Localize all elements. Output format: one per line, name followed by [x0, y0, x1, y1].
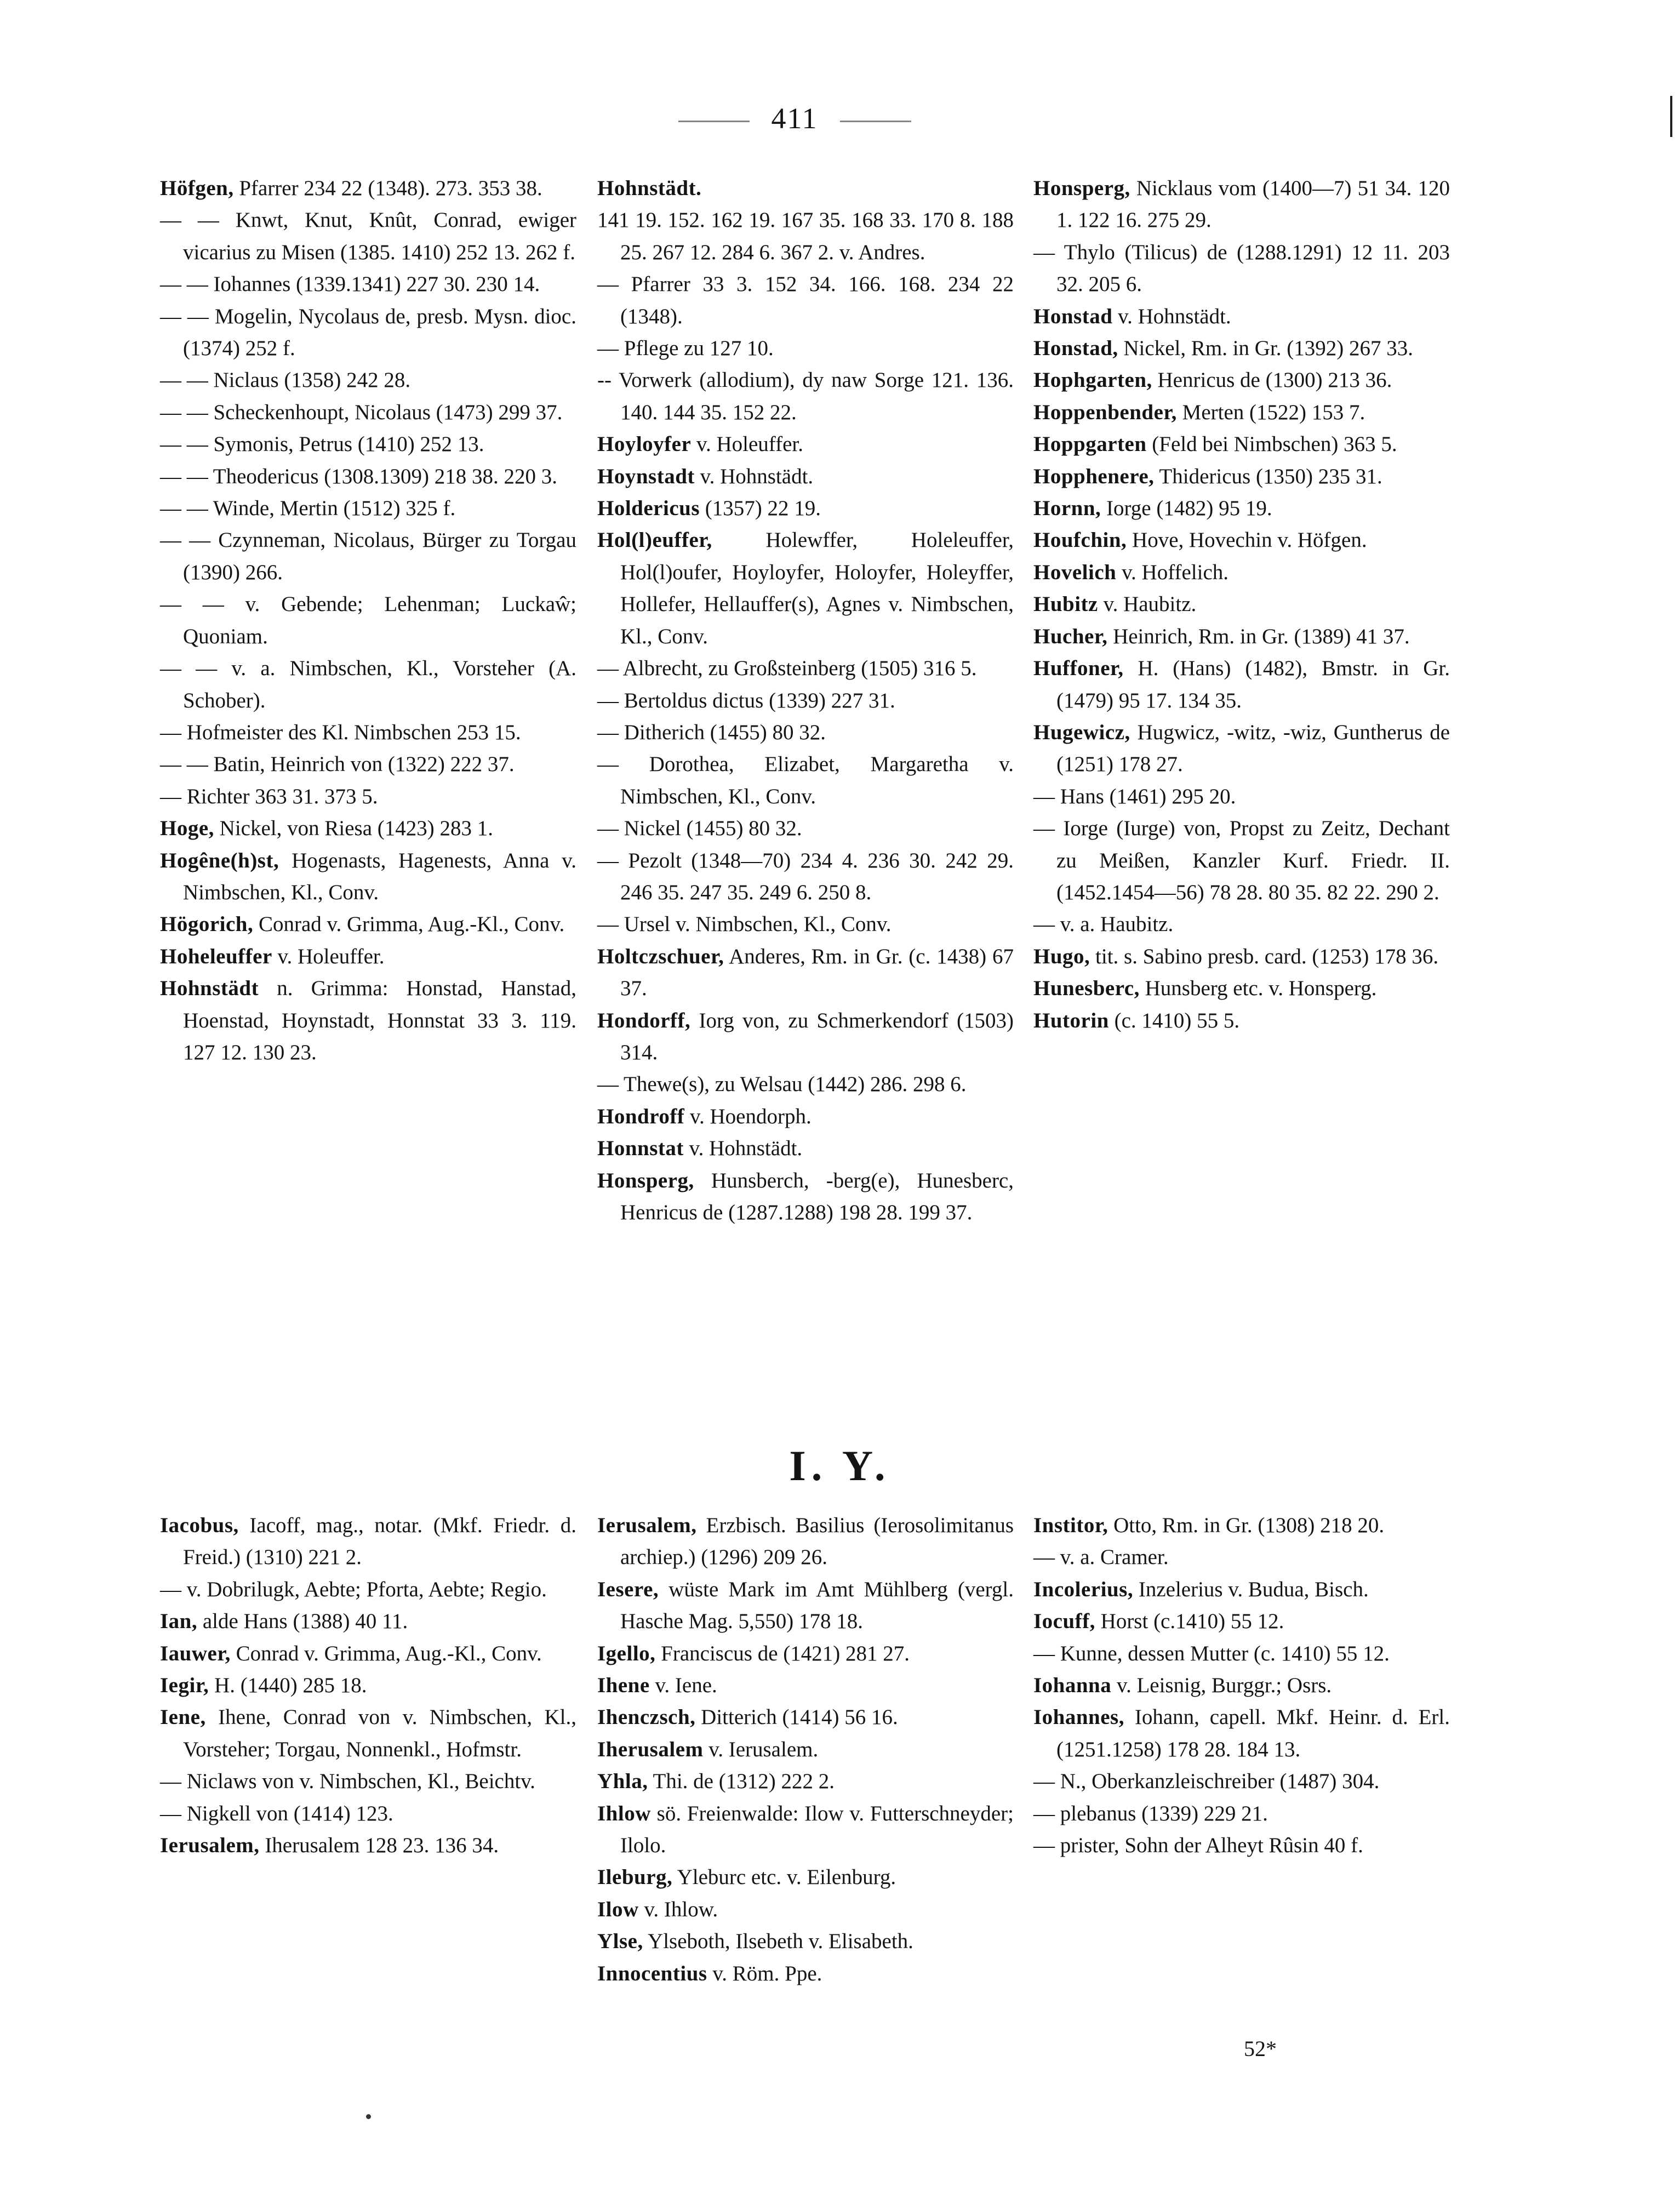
entry-headword: Hoynstadt: [597, 464, 695, 488]
entry-headword: Hogêne(h)st,: [160, 848, 279, 872]
index-entry: [1033, 493, 1450, 524]
index-entry: [597, 1734, 1014, 1766]
index-entry: [1033, 173, 1450, 237]
index-entry: [1033, 909, 1450, 940]
entry-text: (c. 1410) 55 5.: [1108, 1008, 1240, 1032]
entry-headword: Iohanna: [1033, 1674, 1112, 1698]
entry-headword: Hondroff: [597, 1104, 685, 1128]
entry-headword: Honsperg,: [597, 1168, 694, 1192]
entry-headword: Hornn,: [1033, 496, 1101, 521]
index-entry: [160, 204, 576, 269]
entry-text: Heinrich, Rm. in Gr. (1389) 41 37.: [1107, 624, 1410, 648]
entry-text: Thidericus (1350) 235 31.: [1154, 464, 1382, 488]
index-entry: [160, 461, 576, 493]
entry-headword: Hoppgarten: [1033, 432, 1147, 456]
index-entry: [1033, 621, 1450, 653]
entry-headword: Ileburg,: [597, 1865, 673, 1889]
entry-headword: Ihene: [597, 1674, 650, 1698]
entry-headword: Hutorin: [1033, 1008, 1109, 1032]
page-number-rule-right: [840, 121, 911, 122]
index-entry: [597, 1101, 1014, 1133]
entry-text: Nickel, Rm. in Gr. (1392) 267 33.: [1118, 336, 1414, 361]
entry-headword: Ierusalem,: [160, 1834, 260, 1858]
index-entry: [160, 973, 576, 1069]
entry-text: Erzbisch. Basilius (Ierosolimitanus archiep.) (1296) 209 26.: [620, 1514, 1014, 1569]
entry-text: — Ditherich (1455) 80 32.: [597, 720, 826, 744]
index-entry: [160, 1670, 576, 1702]
entry-headword: Innocentius: [597, 1961, 707, 1985]
index-entry: [1033, 429, 1450, 460]
entry-text: — Pezolt (1348—70) 234 4. 236 30. 242 29. 246 35. 247 35. 249 6. 250 8.: [597, 848, 1014, 904]
index-entry: [597, 1133, 1014, 1164]
entry-text: — v. a. Haubitz.: [1033, 912, 1174, 937]
entry-headword: Holdericus: [597, 496, 700, 521]
entry-text: — — Niclaus (1358) 242 28.: [160, 368, 411, 392]
entry-text: — Hofmeister des Kl. Nimbschen 253 15.: [160, 720, 521, 744]
index-entry: [597, 364, 1014, 429]
entry-text: 141 19. 152. 162 19. 167 35. 168 33. 170 8. 188 25. 267 12. 284 6. 367 2. v. Andres.: [597, 208, 1014, 264]
entry-text: — prister, Sohn der Alheyt Rûsin 40 f.: [1033, 1834, 1363, 1858]
entry-text: n. Grimma: Honstad, Hanstad, Hoenstad, Hoynstadt, Honnstat 33 3. 119. 127 12. 130 23.: [183, 977, 576, 1064]
index-entry: [597, 1766, 1014, 1797]
index-entry: [597, 429, 1014, 460]
entry-headword: Ihlow: [597, 1801, 651, 1825]
entry-text: Iorg von, zu Schmerkendorf (1503) 314.: [620, 1008, 1014, 1064]
entry-headword: Ierusalem,: [597, 1514, 697, 1537]
entry-text: H. (Hans) (1482), Bmstr. in Gr. (1479) 95 17. 134 35.: [1056, 656, 1450, 712]
entry-headword: Holtczschuer,: [597, 944, 724, 968]
entry-text: — Nickel (1455) 80 32.: [597, 817, 802, 841]
entry-text: — Niclaws von v. Nimbschen, Kl., Beichtv.: [160, 1769, 535, 1794]
index-entry: [1033, 1542, 1450, 1573]
entry-text: v. Hoffelich.: [1116, 560, 1229, 584]
index-entry: [1033, 1606, 1450, 1637]
entry-headword: Hubitz: [1033, 592, 1098, 616]
entry-headword: Yhla,: [597, 1769, 648, 1794]
entry-text: Iorge (1482) 95 19.: [1101, 496, 1272, 521]
index-entry: [1033, 557, 1450, 589]
entry-headword: Huffoner,: [1033, 656, 1124, 681]
entry-text: — Iorge (Iurge) von, Propst zu Zeitz, Dechant zu Meißen, Kanzler Kurf. Friedr. II. (1452.1454—56) 78 28. 80 35. 82 22. 290 2.: [1033, 817, 1450, 904]
entry-headword: Hopphenere,: [1033, 464, 1155, 488]
entry-headword: Hohnstädt: [160, 977, 259, 1001]
entry-text: — — Knwt, Knut, Knût, Conrad, ewiger vicarius zu Misen (1385. 1410) 252 13. 262 f.: [160, 208, 576, 264]
entry-headword: Institor,: [1033, 1514, 1108, 1537]
entry-text: — — Batin, Heinrich von (1322) 222 37.: [160, 752, 515, 777]
entry-text: Hove, Hovechin v. Höfgen.: [1127, 528, 1367, 552]
entry-headword: Hoppenbender,: [1033, 400, 1177, 424]
index-entry: [1033, 1798, 1450, 1830]
index-entry: [160, 429, 576, 460]
index-entry: [597, 1894, 1014, 1926]
entry-headword: Igello,: [597, 1641, 656, 1665]
entry-text: v. Haubitz.: [1098, 592, 1197, 616]
entry-headword: Iherusalem: [597, 1737, 704, 1761]
index-entry: [597, 1069, 1014, 1100]
entry-text: Hogenasts, Hagenests, Anna v. Nimbschen, Kl., Conv.: [183, 848, 576, 904]
index-entry: [1033, 653, 1450, 717]
index-entry: [160, 653, 576, 717]
entry-text: Iherusalem 128 23. 136 34.: [259, 1834, 499, 1858]
entry-headword: Honnstat: [597, 1137, 684, 1161]
entry-text: — Hans (1461) 295 20.: [1033, 784, 1236, 808]
index-column-bottom-3: [1033, 1510, 1450, 1862]
index-entry: [160, 1702, 576, 1766]
entry-headword: Hoheleuffer: [160, 944, 272, 968]
entry-headword: Hondorff,: [597, 1008, 691, 1032]
index-entry: [597, 813, 1014, 844]
index-entry: [597, 909, 1014, 940]
entry-text: Franciscus de (1421) 281 27.: [655, 1641, 910, 1665]
page-number: [0, 101, 1589, 135]
entry-text: sö. Freienwalde: Ilow v. Futterschneyder; Ilolo.: [620, 1801, 1014, 1858]
entry-text: Hunsberg etc. v. Honsperg.: [1139, 977, 1377, 1001]
index-column-bottom-1: [160, 1510, 576, 1862]
index-entry: [1033, 461, 1450, 493]
entry-text: — v. Dobrilugk, Aebte; Pforta, Aebte; Regio.: [160, 1577, 547, 1601]
scan-speck: [366, 2114, 371, 2119]
entry-text: Inzelerius v. Budua, Bisch.: [1133, 1577, 1369, 1601]
index-entry: [1033, 1702, 1450, 1766]
index-entry: [160, 1638, 576, 1670]
page-number-rule-left: [678, 121, 750, 122]
index-column-bottom-2: [597, 1510, 1014, 1990]
entry-text: v. Iene.: [649, 1674, 717, 1698]
entry-text: — Albrecht, zu Großsteinberg (1505) 316 5.: [597, 656, 977, 681]
entry-text: — Pfarrer 33 3. 152 34. 166. 168. 234 22 (1348).: [597, 272, 1014, 328]
index-entry: [1033, 397, 1450, 429]
entry-headword: Iocuff,: [1033, 1609, 1095, 1634]
index-entry: [1033, 781, 1450, 813]
entry-text: — — Mogelin, Nycolaus de, presb. Mysn. dioc. (1374) 252 f.: [160, 304, 576, 361]
index-entry: [597, 1702, 1014, 1733]
index-entry: [1033, 941, 1450, 973]
entry-headword: Ian,: [160, 1609, 198, 1634]
entry-text: — plebanus (1339) 229 21.: [1033, 1801, 1268, 1825]
entry-text: v. Hoendorph.: [684, 1104, 812, 1128]
index-entry: [160, 717, 576, 749]
entry-text: — — v. Gebende; Lehenman; Luckaŵ; Quoniam.: [160, 592, 576, 648]
entry-text: Iohann, capell. Mkf. Heinr. d. Erl. (1251.1258) 178 28. 184 13.: [1056, 1705, 1450, 1761]
index-entry: [597, 204, 1014, 269]
index-entry: [1033, 237, 1450, 301]
index-entry: [1033, 333, 1450, 364]
index-entry: [160, 1606, 576, 1637]
index-entry: [1033, 973, 1450, 1004]
entry-headword: Honsperg,: [1033, 176, 1130, 200]
index-entry: [1033, 717, 1450, 781]
index-entry: [597, 845, 1014, 909]
entry-headword: Iesere,: [597, 1577, 659, 1601]
index-entry: [160, 173, 576, 204]
entry-headword: Honstad: [1033, 304, 1113, 328]
index-entry: [597, 1926, 1014, 1957]
entry-text: Merten (1522) 153 7.: [1176, 400, 1365, 424]
index-entry: [597, 1638, 1014, 1670]
index-entry: [1033, 1830, 1450, 1862]
entry-headword: Hovelich: [1033, 560, 1117, 584]
entry-headword: Honstad,: [1033, 336, 1118, 361]
entry-text: Nickel, von Riesa (1423) 283 1.: [214, 817, 493, 841]
entry-text: Iacoff, mag., notar. (Mkf. Friedr. d. Freid.) (1310) 221 2.: [183, 1514, 576, 1569]
entry-text: Pfarrer 234 22 (1348). 273. 353 38.: [233, 176, 542, 200]
index-entry: [160, 1830, 576, 1862]
entry-headword: Hophgarten,: [1033, 368, 1152, 392]
entry-headword: Hucher,: [1033, 624, 1108, 648]
entry-headword: Högorich,: [160, 912, 254, 937]
index-entry: [160, 1510, 576, 1574]
entry-headword: Hoge,: [160, 817, 214, 841]
entry-text: Henricus de (1300) 213 36.: [1152, 368, 1392, 392]
index-entry: [160, 1574, 576, 1606]
entry-text: — Kunne, dessen Mutter (c. 1410) 55 12.: [1033, 1641, 1390, 1665]
index-column-top-1: [160, 173, 576, 1069]
entry-headword: Ylse,: [597, 1929, 643, 1954]
entry-text: tit. s. Sabino presb. card. (1253) 178 36.: [1090, 944, 1439, 968]
entry-headword: Houfchin,: [1033, 528, 1127, 552]
index-entry: [597, 1798, 1014, 1862]
section-heading: I. Y.: [789, 1442, 891, 1489]
entry-headword: Hohnstädt.: [597, 176, 702, 200]
entry-text: — Bertoldus dictus (1339) 227 31.: [597, 688, 895, 712]
entry-text: Otto, Rm. in Gr. (1308) 218 20.: [1108, 1514, 1385, 1537]
index-entry: [597, 1670, 1014, 1702]
entry-text: — — Czynneman, Nicolaus, Bürger zu Torgau (1390) 266.: [160, 528, 576, 584]
entry-text: — — Scheckenhoupt, Nicolaus (1473) 299 37.: [160, 400, 563, 424]
entry-text: v. Ihlow.: [638, 1897, 718, 1921]
index-entry: [1033, 813, 1450, 909]
index-entry: [1033, 589, 1450, 620]
index-entry: [597, 1574, 1014, 1638]
index-entry: [160, 845, 576, 909]
index-entry: [597, 941, 1014, 1005]
entry-text: (1357) 22 19.: [700, 496, 821, 521]
signature-mark: 52*: [1244, 2036, 1277, 2061]
index-entry: [597, 269, 1014, 333]
index-entry: [597, 461, 1014, 493]
index-entry: [1033, 1670, 1450, 1702]
index-entry: [597, 1165, 1014, 1229]
entry-text: — Pflege zu 127 10.: [597, 336, 774, 361]
entry-text: v. Röm. Ppe.: [707, 1961, 822, 1985]
entry-text: v. Hohnstädt.: [683, 1137, 803, 1161]
index-entry: [1033, 1005, 1450, 1037]
entry-text: — — Theodericus (1308.1309) 218 38. 220 3.: [160, 464, 558, 488]
entry-headword: Hol(l)euffer,: [597, 528, 712, 552]
entry-headword: Iacobus,: [160, 1514, 239, 1537]
entry-text: — Thewe(s), zu Welsau (1442) 286. 298 6.: [597, 1072, 967, 1097]
index-entry: [160, 493, 576, 524]
entry-headword: Hoyloyfer: [597, 432, 692, 456]
entry-text: Holewffer, Holeleuffer, Hol(l)oufer, Hoyloyfer, Holoyfer, Holeyffer, Hollefer, Hellauffer(s), Agnes v. Nimbschen, Kl., Conv.: [620, 528, 1014, 648]
index-entry: [160, 813, 576, 844]
entry-headword: Hugewicz,: [1033, 720, 1130, 744]
index-column-top-3: [1033, 173, 1450, 1037]
entry-headword: Hunesberc,: [1033, 977, 1140, 1001]
index-entry: [597, 653, 1014, 684]
entry-headword: Iauwer,: [160, 1641, 231, 1665]
index-entry: [160, 941, 576, 973]
index-entry: [597, 717, 1014, 749]
entry-text: Thi. de (1312) 222 2.: [648, 1769, 835, 1794]
index-entry: [160, 1766, 576, 1797]
entry-headword: Hugo,: [1033, 944, 1090, 968]
entry-text: — Thylo (Tilicus) de (1288.1291) 12 11. 203 32. 205 6.: [1033, 240, 1450, 296]
entry-text: v. Holeuffer.: [272, 944, 385, 968]
index-entry: [597, 1958, 1014, 1990]
entry-text: v. Leisnig, Burggr.; Osrs.: [1111, 1674, 1332, 1698]
index-entry: [1033, 1510, 1450, 1542]
index-entry: [597, 333, 1014, 364]
scan-edge-mark: [1670, 96, 1672, 137]
entry-text: alde Hans (1388) 40 11.: [197, 1609, 408, 1634]
page-number-text: 411: [771, 102, 818, 135]
entry-text: — N., Oberkanzleischreiber (1487) 304.: [1033, 1769, 1380, 1794]
index-entry: [597, 173, 1014, 204]
entry-text: — — Iohannes (1339.1341) 227 30. 230 14.: [160, 272, 540, 296]
index-entry: [160, 269, 576, 300]
index-entry: [597, 493, 1014, 524]
entry-text: — Nigkell von (1414) 123.: [160, 1801, 393, 1825]
entry-text: Hunsberch, -berg(e), Hunesberc, Henricus de (1287.1288) 198 28. 199 37.: [620, 1168, 1014, 1224]
entry-text: — v. a. Cramer.: [1033, 1545, 1169, 1569]
entry-text: — Ursel v. Nimbschen, Kl., Conv.: [597, 912, 892, 937]
index-column-top-2: [597, 173, 1014, 1229]
index-entry: [597, 685, 1014, 717]
index-entry: [160, 397, 576, 429]
entry-text: Ylseboth, Ilsebeth v. Elisabeth.: [643, 1929, 913, 1954]
index-entry: [597, 1862, 1014, 1893]
index-entry: [1033, 1766, 1450, 1797]
entry-text: Horst (c.1410) 55 12.: [1095, 1609, 1284, 1634]
entry-text: — Dorothea, Elizabet, Margaretha v. Nimbschen, Kl., Conv.: [597, 752, 1014, 808]
index-entry: [160, 524, 576, 589]
entry-text: — — v. a. Nimbschen, Kl., Vorsteher (A. Schober).: [160, 656, 576, 712]
index-entry: [597, 1005, 1014, 1069]
entry-text: Conrad v. Grimma, Aug.-Kl., Conv.: [230, 1641, 542, 1665]
index-entry: [1033, 1638, 1450, 1670]
entry-text: Ihene, Conrad von v. Nimbschen, Kl., Vorsteher; Torgau, Nonnenkl., Hofmstr.: [183, 1705, 576, 1761]
entry-text: Anderes, Rm. in Gr. (c. 1438) 67 37.: [620, 944, 1014, 1001]
entry-headword: Iene,: [160, 1705, 206, 1729]
entry-text: — — Symonis, Petrus (1410) 252 13.: [160, 432, 484, 456]
entry-text: v. Ierusalem.: [703, 1737, 819, 1761]
entry-text: Conrad v. Grimma, Aug.-Kl., Conv.: [253, 912, 565, 937]
index-entry: [160, 781, 576, 813]
entry-text: wüste Mark im Amt Mühlberg (vergl. Hasche Mag. 5,550) 178 18.: [620, 1577, 1014, 1634]
entry-text: Nicklaus vom (1400—7) 51 34. 120 1. 122 16. 275 29.: [1056, 176, 1450, 232]
entry-text: -- Vorwerk (allodium), dy naw Sorge 121. 136. 140. 144 35. 152 22.: [597, 368, 1014, 424]
entry-text: v. Holeuffer.: [691, 432, 803, 456]
entry-text: v. Hohnstädt.: [1112, 304, 1231, 328]
entry-text: — Richter 363 31. 373 5.: [160, 784, 378, 808]
entry-text: Hugwicz, -witz, -wiz, Guntherus de (1251) 178 27.: [1056, 720, 1450, 777]
index-entry: [160, 301, 576, 365]
index-entry: [1033, 524, 1450, 556]
index-entry: [160, 749, 576, 780]
entry-text: Yleburc etc. v. Eilenburg.: [672, 1865, 896, 1889]
entry-headword: Incolerius,: [1033, 1577, 1134, 1601]
index-entry: [160, 909, 576, 940]
index-entry: [597, 524, 1014, 653]
entry-headword: Iegir,: [160, 1674, 209, 1698]
index-entry: [597, 749, 1014, 813]
entry-headword: Ilow: [597, 1897, 639, 1921]
index-entry: [160, 589, 576, 653]
entry-headword: Iohannes,: [1033, 1705, 1124, 1729]
entry-text: H. (1440) 285 18.: [209, 1674, 367, 1698]
entry-headword: Höfgen,: [160, 176, 234, 200]
index-entry: [160, 364, 576, 396]
index-entry: [1033, 301, 1450, 333]
index-entry: [1033, 364, 1450, 396]
index-entry: [160, 1798, 576, 1830]
entry-text: Ditterich (1414) 56 16.: [695, 1705, 898, 1729]
entry-text: v. Hohnstädt.: [694, 464, 814, 488]
index-entry: [597, 1510, 1014, 1574]
entry-text: — — Winde, Mertin (1512) 325 f.: [160, 496, 456, 521]
entry-text: (Feld bei Nimbschen) 363 5.: [1146, 432, 1397, 456]
entry-headword: Ihenczsch,: [597, 1705, 696, 1729]
index-entry: [1033, 1574, 1450, 1606]
